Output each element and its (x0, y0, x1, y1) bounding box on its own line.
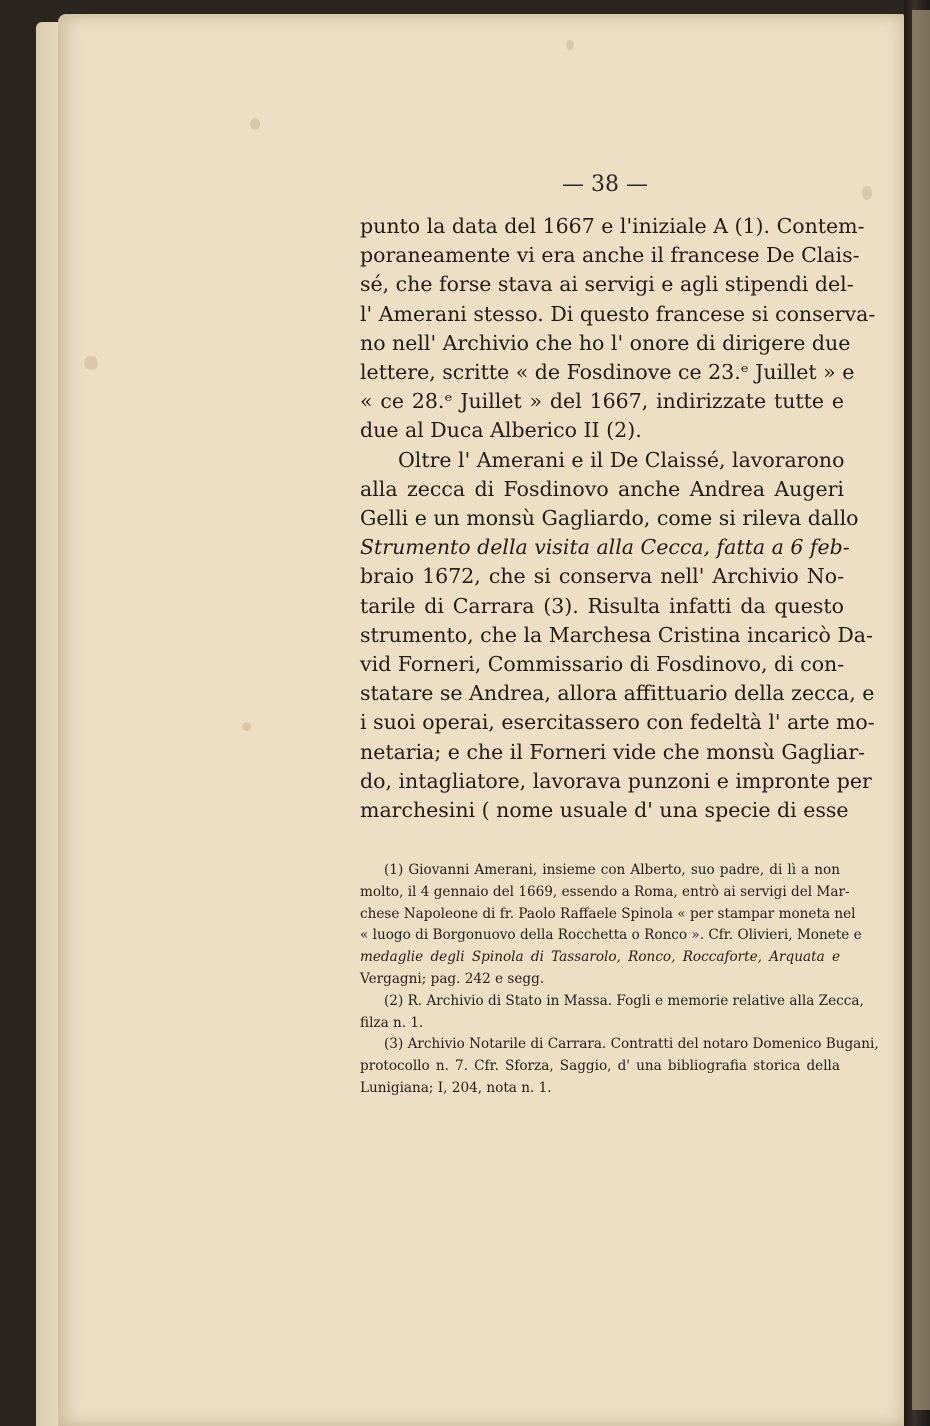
text-line: l' Amerani stesso. Di questo francese si conserva- (360, 301, 876, 326)
text-line: statare se Andrea, allora affittuario della zecca, e (360, 681, 875, 706)
text-line: do, intagliatore, lavorava punzoni e impronte per (360, 768, 872, 793)
text-line: tarile di Carrara (3). Risulta infatti da questo (360, 593, 844, 618)
text-line: due al Duca Alberico II (2). (360, 418, 642, 443)
text-line: alla zecca di Fosdinovo anche Andrea Augeri (360, 476, 844, 501)
footnote-line: medaglie degli Spinola di Tassarolo, Ronco, Roccaforte, Arquata e (360, 949, 840, 966)
text-line: Strumento della visita alla Cecca, fatta a 6 feb- (360, 535, 850, 560)
text-line: Oltre l' Amerani e il De Claissé, lavorarono (398, 447, 845, 472)
text-line: poraneamente vi era anche il francese De Clais- (360, 243, 860, 268)
main-text (360, 212, 876, 825)
footnote-line: Lunigiana; I, 204, nota n. 1. (360, 1079, 552, 1096)
text-line: sé, che forse stava ai servigi e agli stipendi del- (360, 272, 854, 297)
foxing-stain (566, 40, 574, 50)
footnote-line: chese Napoleone di fr. Paolo Raffaele Spinola « per stampar moneta nel (360, 905, 856, 922)
footnote-line: « luogo di Borgonuovo della Rocchetta o Ronco ». Cfr. Olivieri, Monete e (360, 927, 862, 944)
page-number: — 38 — (562, 172, 648, 197)
text-line: lettere, scritte « de Fosdinove ce 23.ᵉ Juillet » e (360, 360, 855, 385)
facing-page-edge (912, 10, 930, 1410)
text-line: no nell' Archivio che ho l' onore di dirigere due (360, 330, 851, 355)
foxing-stain (84, 356, 98, 370)
text-line: marchesini ( nome usuale d' una specie di esse (360, 798, 849, 823)
text-line: vid Forneri, Commissario di Fosdinovo, di con- (360, 652, 845, 677)
footnote-line: (2) R. Archivio di Stato in Massa. Fogli e memorie relative alla Zecca, (384, 992, 864, 1009)
footnote-line: molto, il 4 gennaio del 1669, essendo a Roma, entrò ai servigi del Mar- (360, 883, 850, 900)
text-line: strumento, che la Marchesa Cristina incaricò Da- (360, 622, 873, 647)
footnote-line: (1) Giovanni Amerani, insieme con Alberto, suo padre, di lì a non (384, 862, 840, 878)
text-line: braio 1672, che si conserva nell' Archivio No- (360, 564, 844, 589)
foxing-stain (242, 722, 251, 731)
text-line: Gelli e un monsù Gagliardo, come si rileva dallo (360, 506, 859, 531)
footnote-line: filza n. 1. (360, 1014, 424, 1031)
text-line: i suoi operai, esercitassero con fedeltà l' arte mo- (360, 710, 875, 735)
footnotes (360, 860, 879, 1100)
footnote-line: protocollo n. 7. Cfr. Sforza, Saggio, d' una bibliografia storica della (360, 1058, 840, 1075)
foxing-stain (250, 118, 260, 130)
text-line: « ce 28.ᵉ Juillet » del 1667, indirizzate tutte e (360, 389, 844, 414)
text-line: punto la data del 1667 e l'iniziale A (1). Contem- (360, 214, 865, 238)
footnote-line: (3) Archivio Notarile di Carrara. Contratti del notaro Domenico Bugani, (384, 1036, 879, 1053)
text-line: netaria; e che il Forneri vide che monsù Gagliar- (360, 739, 866, 764)
footnote-line: Vergagni; pag. 242 e segg. (360, 970, 545, 987)
